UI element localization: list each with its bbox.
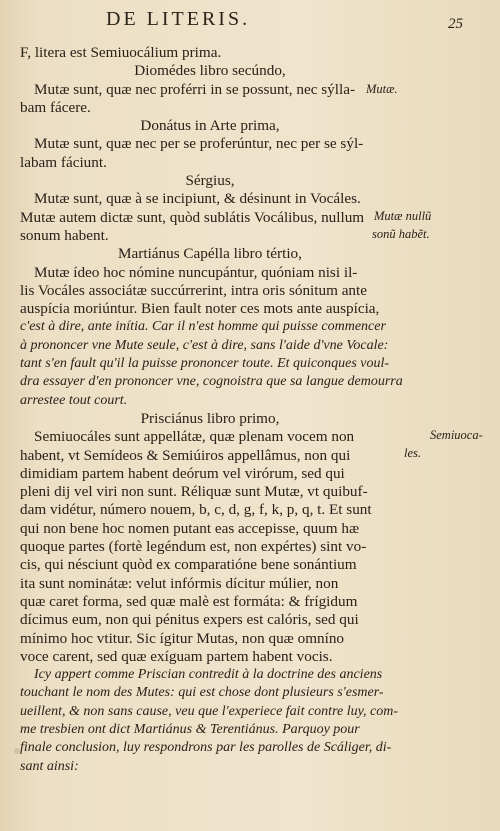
text-line: habent, vt Semídeos & Semiúiros appellâmus, non qui [20, 446, 351, 464]
text-line: dícimus eum, non qui pénitus expers est calóris, sed qui [20, 611, 359, 629]
french-commentary-line: me tresbien ont dict Martiánus & Terentiánus. Parquoy pour [20, 721, 360, 737]
french-commentary-line: ueillent, & non sans cause, veu que l'experiece fait contre luy, com- [20, 703, 399, 719]
text-line: Mutæ sunt, quæ nec per se proferúntur, nec per se sýl- [34, 135, 364, 153]
text-line: Mutæ autem dictæ sunt, quòd sublátis Vocálibus, nullum [20, 208, 365, 226]
french-commentary-line: tant s'en fault qu'il la puisse prononcer toute. Et quiconques voul- [20, 356, 390, 372]
french-commentary-line: arrestee tout court. [20, 392, 128, 408]
text-line: dimidiam partem habent deórum vel virórum, sed qui [20, 464, 345, 482]
text-line: voce carent, sed quæ exíguam partem habent vocis. [20, 647, 333, 665]
text-line: qui non bene hoc nomen putant eas accepisse, quum hæ [20, 519, 360, 537]
margin-note-mutae: Mutæ. [366, 82, 398, 96]
french-commentary-line: Icy appert comme Priscian contredit à la doctrine des anciens [34, 667, 383, 683]
text-line: F, litera est Semiuocálium prima. [20, 44, 222, 61]
text-line: sonum habent. [20, 226, 109, 244]
text-line: Mutæ sunt, quæ nec proférri in se possunt, nec sýlla- [34, 80, 355, 98]
french-commentary-line: touchant le nom des Mutes: qui est chose dont plusieurs s'esmer- [20, 685, 384, 701]
margin-note-mutae-nullum: Mutæ nullũ [374, 209, 432, 223]
text-line: cis, qui nésciunt quòd ex comparatióne bene sonántium [20, 556, 357, 574]
source-heading: Donátus in Arte prima, [140, 117, 280, 135]
page-number: 25 [448, 16, 463, 32]
margin-note-semiuoca: Semiuoca- [430, 428, 483, 442]
french-commentary-line: dra essayer d'en prononcer vne, cognoistra que sa langue demourra [20, 374, 403, 390]
french-commentary-line: finale conclusion, luy respondrons par les parolles de Scáliger, di- [20, 740, 392, 756]
text-line: auspícia moriúntur. Bien fault noter ces mots ante auspícia, [20, 300, 380, 318]
text-line: Mutæ ídeo hoc nómine nuncupántur, quóniam nisi il- [34, 263, 358, 281]
text-line: pleni dij vel viri non sunt. Réliquæ sunt Mutæ, vt quibuf- [20, 483, 368, 501]
text-line: Mutæ sunt, quæ à se incipiunt, & désinunt in Vocáles. [34, 190, 361, 208]
french-commentary-line: sant ainsi: [20, 758, 79, 774]
french-commentary-line: c'est à dire, ante inítia. Car il n'est homme qui puisse commencer [20, 319, 386, 335]
margin-note-sonum-habet: sonũ habẽt. [372, 227, 430, 241]
text-line: dam vidétur, número nouem, b, c, d, g, f, k, p, q, t. Et sunt [20, 501, 372, 519]
source-heading: Sérgius, [185, 172, 235, 190]
text-line: Semiuocáles sunt appellátæ, quæ plenam vocem non [34, 428, 355, 446]
paper-stain [14, 748, 20, 754]
text-line: quoque partes (fortè legéndum est, non expértes) sint vo- [20, 538, 367, 556]
source-heading: Diomédes libro secúndo, [134, 62, 286, 80]
text-line: mínimo hoc vtitur. Sic ígitur Mutas, non quæ omníno [20, 629, 345, 647]
text-line: ita sunt nominátæ: velut infórmis dícitur múlier, non [20, 574, 339, 592]
running-title: DE LITERIS. [106, 8, 251, 30]
text-line: labam fáciunt. [20, 153, 107, 171]
source-heading: Martiánus Capélla libro tértio, [118, 245, 302, 263]
french-commentary-line: à prononcer vne Mute seule, c'est à dire, sans l'aide d'vne Vocale: [20, 337, 389, 353]
margin-notes [360, 44, 500, 744]
text-line: lis Vocáles associátæ succúrrerint, intra oris sónitum ante [20, 281, 367, 299]
page-header [0, 6, 500, 40]
text-line: quæ caret forma, sed quæ malè est formáta: & frígidum [20, 592, 358, 610]
text-line: bam fácere. [20, 98, 91, 116]
margin-note-les: les. [404, 446, 422, 460]
source-heading: Prisciánus libro primo, [140, 409, 280, 427]
